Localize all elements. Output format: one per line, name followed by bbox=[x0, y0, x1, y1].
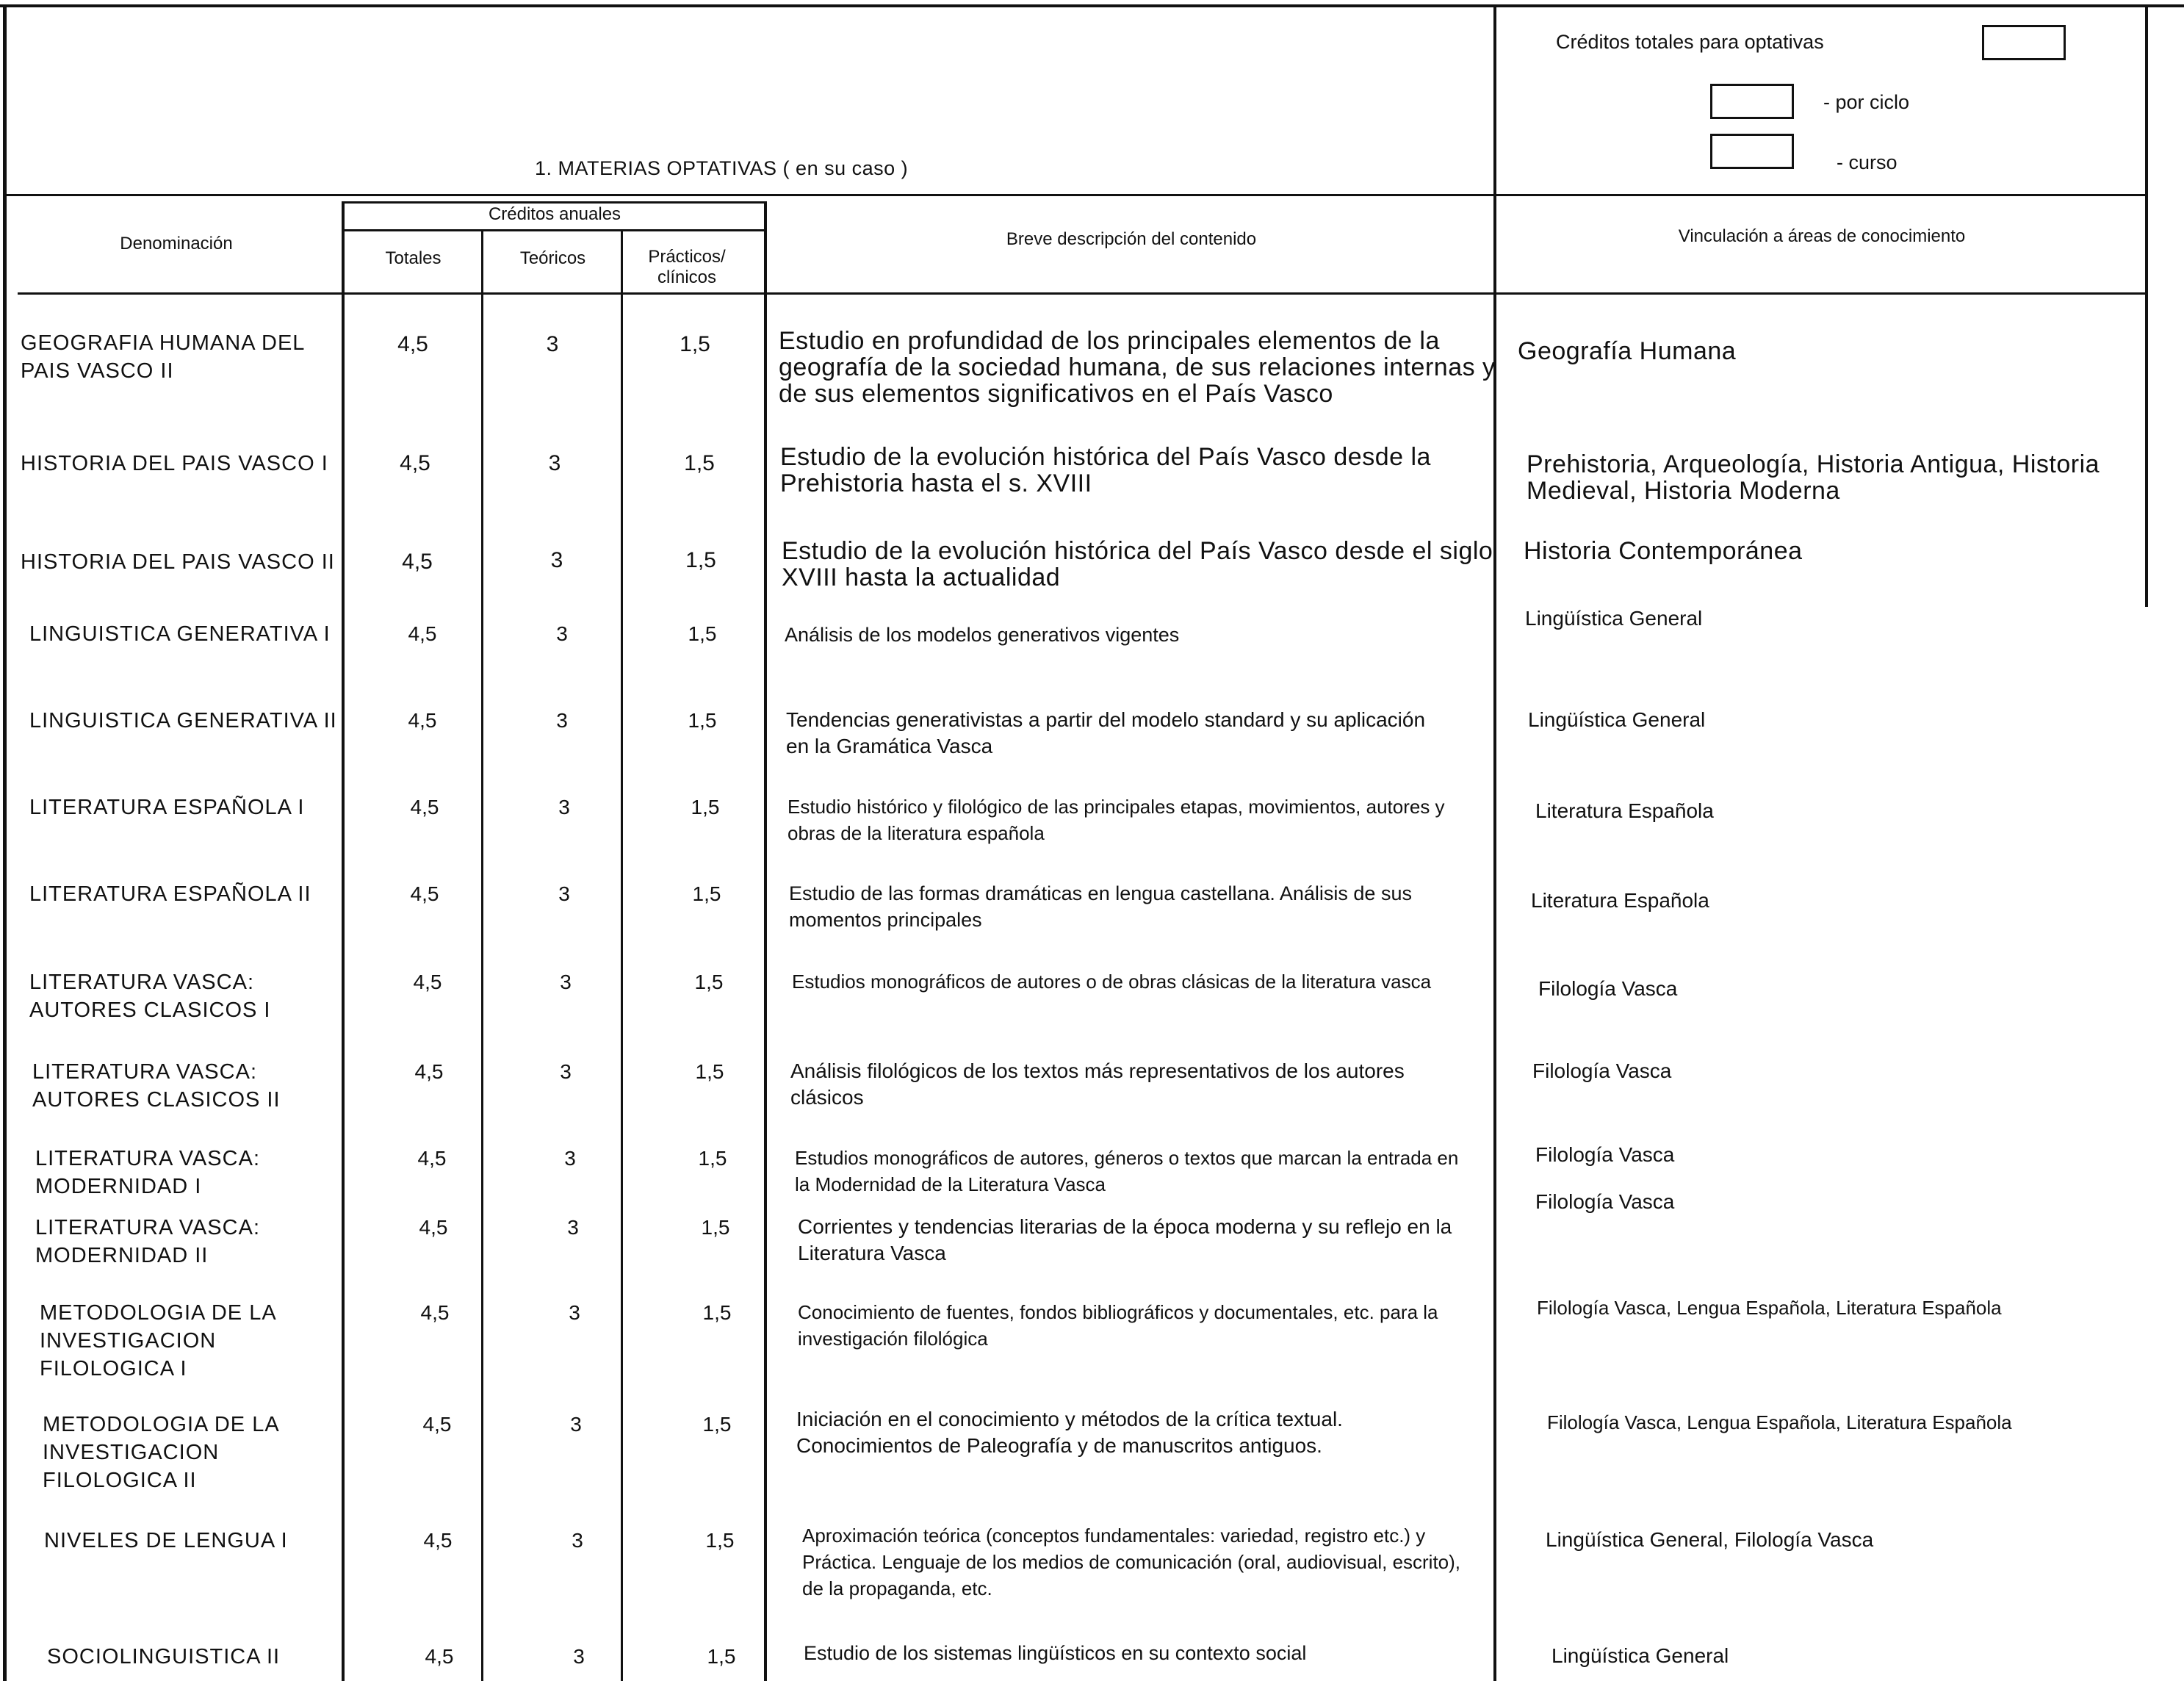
row-name: NIVELES DE LENGUA I bbox=[44, 1529, 288, 1552]
row-areas: Literatura Española bbox=[1531, 889, 1709, 912]
table-row bbox=[0, 1058, 2184, 1131]
table-row bbox=[0, 880, 2184, 954]
row-theory: 3 bbox=[548, 451, 561, 475]
row-practice: 1,5 bbox=[694, 971, 724, 993]
row-total: 4,5 bbox=[414, 1060, 444, 1083]
row-total: 4,5 bbox=[402, 550, 433, 574]
row-theory: 3 bbox=[569, 1301, 580, 1324]
row-description: Estudio en profundidad de los principales elementos de la geografía de la sociedad humana, de sus relaciones internas y de sus elementos significativos en el País Vasco bbox=[779, 327, 1496, 408]
column-header-bottom-line bbox=[18, 292, 2148, 295]
row-theory: 3 bbox=[560, 1060, 572, 1083]
section-title: 1. MATERIAS OPTATIVAS ( en su caso ) bbox=[535, 157, 909, 179]
table-row bbox=[0, 968, 2184, 1042]
row-theory: 3 bbox=[572, 1529, 583, 1552]
row-name: LITERATURA VASCA: AUTORES CLASICOS I bbox=[29, 971, 271, 1022]
row-name: METODOLOGIA DE LA INVESTIGACION FILOLOGICA I bbox=[40, 1301, 276, 1381]
row-practice: 1,5 bbox=[692, 882, 721, 905]
credits-total-label: Créditos totales para optativas bbox=[1556, 31, 1824, 53]
row-areas: Lingüística General bbox=[1551, 1644, 1729, 1667]
row-total: 4,5 bbox=[408, 709, 437, 732]
row-description: Estudios monográficos de autores, géneros o textos que marcan la entrada en la Modernidad de la Literatura Vasca bbox=[795, 1147, 1459, 1195]
row-areas: Filología Vasca bbox=[1532, 1059, 1672, 1082]
row-practice: 1,5 bbox=[688, 622, 717, 645]
row-total: 4,5 bbox=[420, 1301, 450, 1324]
table-row bbox=[0, 707, 2184, 780]
table-row bbox=[0, 444, 2184, 510]
row-description: Estudio de la evolución histórica del País Vasco desde la Prehistoria hasta el s. XVIII bbox=[780, 443, 1431, 497]
row-practice: 1,5 bbox=[698, 1147, 727, 1170]
row-name: LITERATURA ESPAÑOLA I bbox=[29, 796, 305, 819]
course-field[interactable] bbox=[1710, 134, 1794, 169]
row-description: Análisis filológicos de los textos más representativos de los autores clásicos bbox=[790, 1059, 1405, 1109]
row-areas: Historia Contemporánea bbox=[1524, 537, 1803, 565]
row-description: Análisis de los modelos generativos vigentes bbox=[785, 624, 1180, 646]
table-row bbox=[0, 538, 2184, 604]
row-description: Estudio de la evolución histórica del País Vasco desde el siglo XVIII hasta la actualidad bbox=[782, 537, 1493, 591]
row-theory: 3 bbox=[560, 971, 572, 993]
row-total: 4,5 bbox=[408, 622, 437, 645]
row-total: 4,5 bbox=[422, 1413, 452, 1436]
table-row bbox=[0, 1190, 2184, 1280]
row-description: Aproximación teórica (conceptos fundamentales: variedad, registro etc.) y Práctica. Lenguaje de los medios de comunicación (oral, audiovisual, escrito), de la propaganda, etc. bbox=[802, 1525, 1461, 1599]
row-name: LINGUISTICA GENERATIVA II bbox=[29, 709, 337, 732]
row-total: 4,5 bbox=[413, 971, 442, 993]
col-header-areas: Vinculación a áreas de conocimiento bbox=[1678, 226, 1966, 246]
row-practice: 1,5 bbox=[684, 451, 715, 475]
row-theory: 3 bbox=[546, 332, 559, 356]
row-practice: 1,5 bbox=[702, 1301, 732, 1324]
row-theory: 3 bbox=[550, 548, 563, 572]
table-row bbox=[0, 1643, 2184, 1680]
row-theory: 3 bbox=[558, 796, 570, 818]
row-theory: 3 bbox=[564, 1147, 576, 1170]
row-total: 4,5 bbox=[397, 332, 428, 356]
row-description: Conocimiento de fuentes, fondos bibliográficos y documentales, etc. para la investigación filológica bbox=[798, 1301, 1438, 1350]
col-header-name: Denominación bbox=[120, 234, 233, 253]
row-areas: Filología Vasca bbox=[1538, 977, 1678, 1000]
row-areas: Filología Vasca, Lengua Española, Literatura Española bbox=[1547, 1411, 2012, 1433]
row-areas: Filología Vasca, Lengua Española, Literatura Española bbox=[1537, 1297, 2002, 1319]
col-header-practice: Prácticos/ clínicos bbox=[648, 247, 726, 287]
row-name: GEOGRAFIA HUMANA DEL PAIS VASCO II bbox=[21, 331, 305, 383]
credits-total-field[interactable] bbox=[1982, 25, 2066, 60]
row-theory: 3 bbox=[573, 1645, 585, 1668]
col-header-credits-group: Créditos anuales bbox=[488, 204, 621, 224]
row-theory: 3 bbox=[570, 1413, 582, 1436]
col-header-total: Totales bbox=[385, 248, 442, 268]
row-name: METODOLOGIA DE LA INVESTIGACION FILOLOGICA II bbox=[43, 1413, 279, 1492]
row-total: 4,5 bbox=[417, 1147, 447, 1170]
header-bottom-line bbox=[6, 194, 2148, 196]
row-theory: 3 bbox=[556, 622, 568, 645]
row-theory: 3 bbox=[558, 882, 570, 905]
row-description: Estudio de los sistemas lingüísticos en su contexto social bbox=[804, 1642, 1307, 1664]
row-description: Corrientes y tendencias literarias de la época moderna y su reflejo en la Literatura Vasca bbox=[798, 1215, 1452, 1264]
row-areas: Filología Vasca bbox=[1535, 1190, 1675, 1213]
row-practice: 1,5 bbox=[707, 1645, 736, 1668]
row-practice: 1,5 bbox=[688, 709, 717, 732]
right-border bbox=[2145, 4, 2148, 607]
row-areas: Filología Vasca bbox=[1535, 1143, 1675, 1166]
table-row bbox=[0, 793, 2184, 867]
per-cycle-field[interactable] bbox=[1710, 84, 1794, 119]
row-total: 4,5 bbox=[400, 451, 430, 475]
row-practice: 1,5 bbox=[702, 1413, 732, 1436]
row-description: Estudio histórico y filológico de las principales etapas, movimientos, autores y obras de la literatura española bbox=[788, 796, 1445, 844]
row-practice: 1,5 bbox=[691, 796, 720, 818]
row-name: LITERATURA VASCA: MODERNIDAD I bbox=[35, 1147, 260, 1198]
row-name: SOCIOLINGUISTICA II bbox=[47, 1645, 281, 1669]
row-name: LITERATURA VASCA: MODERNIDAD II bbox=[35, 1216, 260, 1267]
row-areas: Prehistoria, Arqueología, Historia Antigua, Historia Medieval, Historia Moderna bbox=[1527, 450, 2100, 505]
row-description: Iniciación en el conocimiento y métodos de la crítica textual. Conocimientos de Paleografía y de manuscritos antiguos. bbox=[796, 1408, 1343, 1457]
row-areas: Lingüística General, Filología Vasca bbox=[1546, 1528, 1874, 1551]
col-header-theory: Teóricos bbox=[519, 248, 586, 268]
table-row bbox=[0, 328, 2184, 408]
row-areas: Geografía Humana bbox=[1518, 337, 1737, 365]
table-row bbox=[0, 1408, 2184, 1506]
row-total: 4,5 bbox=[423, 1529, 453, 1552]
row-practice: 1,5 bbox=[680, 332, 710, 356]
row-name: LITERATURA VASCA: AUTORES CLASICOS II bbox=[32, 1060, 281, 1112]
row-name: LINGUISTICA GENERATIVA I bbox=[29, 622, 331, 646]
row-areas: Lingüística General bbox=[1528, 708, 1706, 731]
row-name: HISTORIA DEL PAIS VASCO I bbox=[21, 452, 328, 475]
row-description: Estudio de las formas dramáticas en lengua castellana. Análisis de sus momentos principales bbox=[789, 882, 1412, 931]
row-practice: 1,5 bbox=[695, 1060, 724, 1083]
row-description: Estudios monográficos de autores o de obras clásicas de la literatura vasca bbox=[792, 971, 1432, 993]
top-border bbox=[0, 4, 2184, 7]
row-areas: Literatura Española bbox=[1535, 799, 1714, 822]
credits-group-line bbox=[342, 229, 766, 231]
row-theory: 3 bbox=[556, 709, 568, 732]
row-practice: 1,5 bbox=[701, 1216, 730, 1239]
row-practice: 1,5 bbox=[685, 548, 716, 572]
table-row bbox=[0, 1299, 2184, 1394]
table-row bbox=[0, 607, 2184, 694]
row-theory: 3 bbox=[567, 1216, 579, 1239]
row-total: 4,5 bbox=[425, 1645, 454, 1668]
row-total: 4,5 bbox=[410, 882, 439, 905]
row-description: Tendencias generativistas a partir del modelo standard y su aplicación en la Gramática Vasca bbox=[786, 708, 1426, 757]
table-row bbox=[0, 1527, 2184, 1608]
course-label: - curso bbox=[1837, 151, 1898, 173]
credits-group-line-top bbox=[342, 201, 766, 204]
row-areas: Lingüística General bbox=[1525, 607, 1703, 630]
row-name: HISTORIA DEL PAIS VASCO II bbox=[21, 550, 335, 574]
row-name: LITERATURA ESPAÑOLA II bbox=[29, 882, 311, 906]
row-total: 4,5 bbox=[410, 796, 439, 818]
row-total: 4,5 bbox=[419, 1216, 448, 1239]
col-header-description: Breve descripción del contenido bbox=[1006, 229, 1257, 249]
row-practice: 1,5 bbox=[705, 1529, 735, 1552]
per-cycle-label: - por ciclo bbox=[1823, 91, 1910, 113]
